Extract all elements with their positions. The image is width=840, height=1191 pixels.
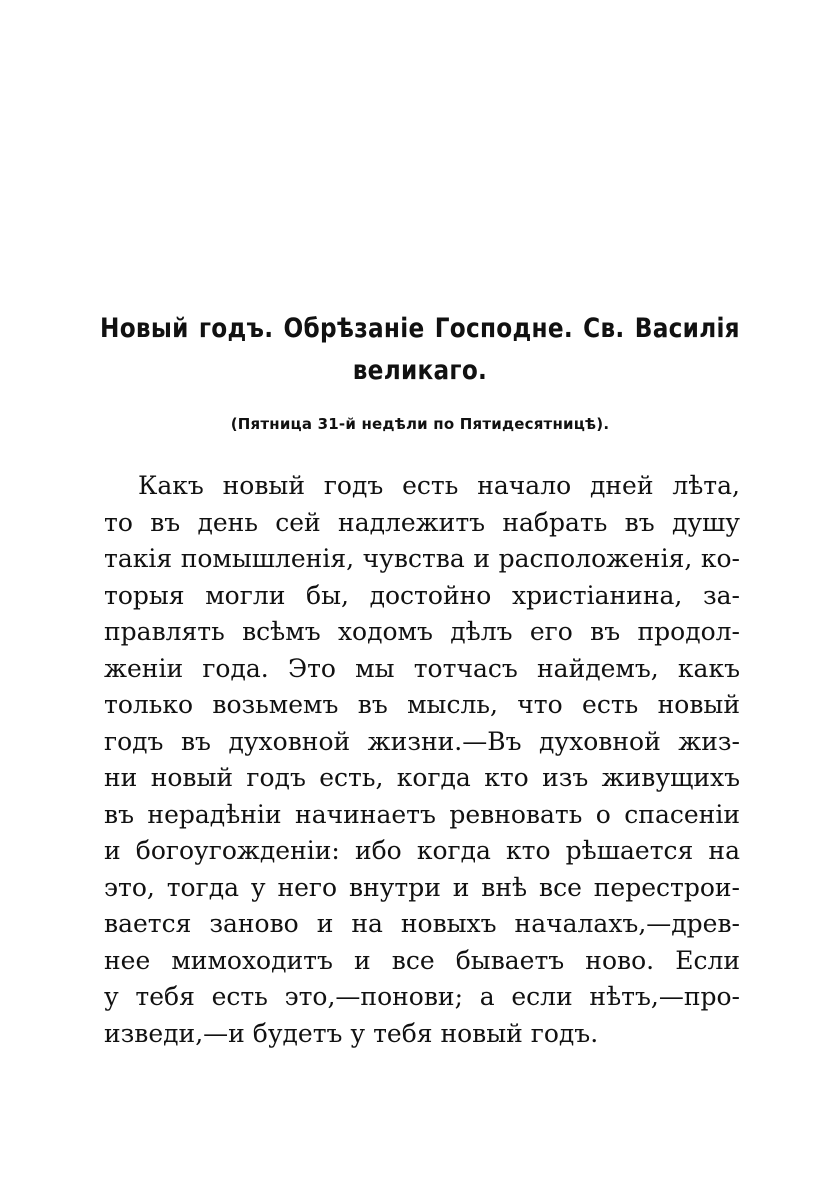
- body-line: въ нерадѣніи начинаетъ ревновать о спасеніи: [104, 799, 740, 829]
- title-line-1: Новый годъ. Обрѣзаніе Господне. Св. Василія: [100, 313, 740, 344]
- body-line: такія помышленія, чувства и расположенія, ко-: [104, 544, 740, 573]
- title-line-2: великаго.: [352, 355, 488, 386]
- body-line: ни новый годъ есть, когда кто изъ живущихъ: [104, 763, 740, 792]
- page-subtitle: (Пятница 31-й недѣли по Пятидесятницѣ).: [230, 415, 610, 433]
- body-line: женіи года. Это мы тотчасъ найдемъ, какъ: [104, 653, 740, 683]
- body-line: это, тогда у него внутри и внѣ все перестрои-: [104, 872, 740, 902]
- body-line: и богоугожденіи: ибо когда кто рѣшается на: [104, 836, 740, 865]
- body-paragraph: [104, 468, 740, 1052]
- body-line: Какъ новый годъ есть начало дней лѣта,: [138, 471, 740, 500]
- body-line: то въ день сей надлежитъ набрать въ душу: [104, 507, 740, 537]
- body-line: годъ въ духовной жизни.—Въ духовной жиз-: [104, 726, 740, 756]
- body-line: только возьмемъ въ мысль, что есть новый: [104, 690, 740, 719]
- body-line: правлять всѣмъ ходомъ дѣлъ его въ продол-: [104, 617, 740, 646]
- body-line: торыя могли бы, достойно христіанина, за-: [104, 580, 740, 610]
- body-line: у тебя есть это,—понови; а если нѣтъ,—про-: [104, 982, 740, 1011]
- body-line: вается заново и на новыхъ началахъ,—древ-: [104, 909, 740, 938]
- body-line: изведи,—и будетъ у тебя новый годъ.: [104, 1018, 599, 1048]
- page-title: [100, 308, 740, 392]
- body-line: нее мимоходитъ и все бываетъ ново. Если: [104, 945, 740, 975]
